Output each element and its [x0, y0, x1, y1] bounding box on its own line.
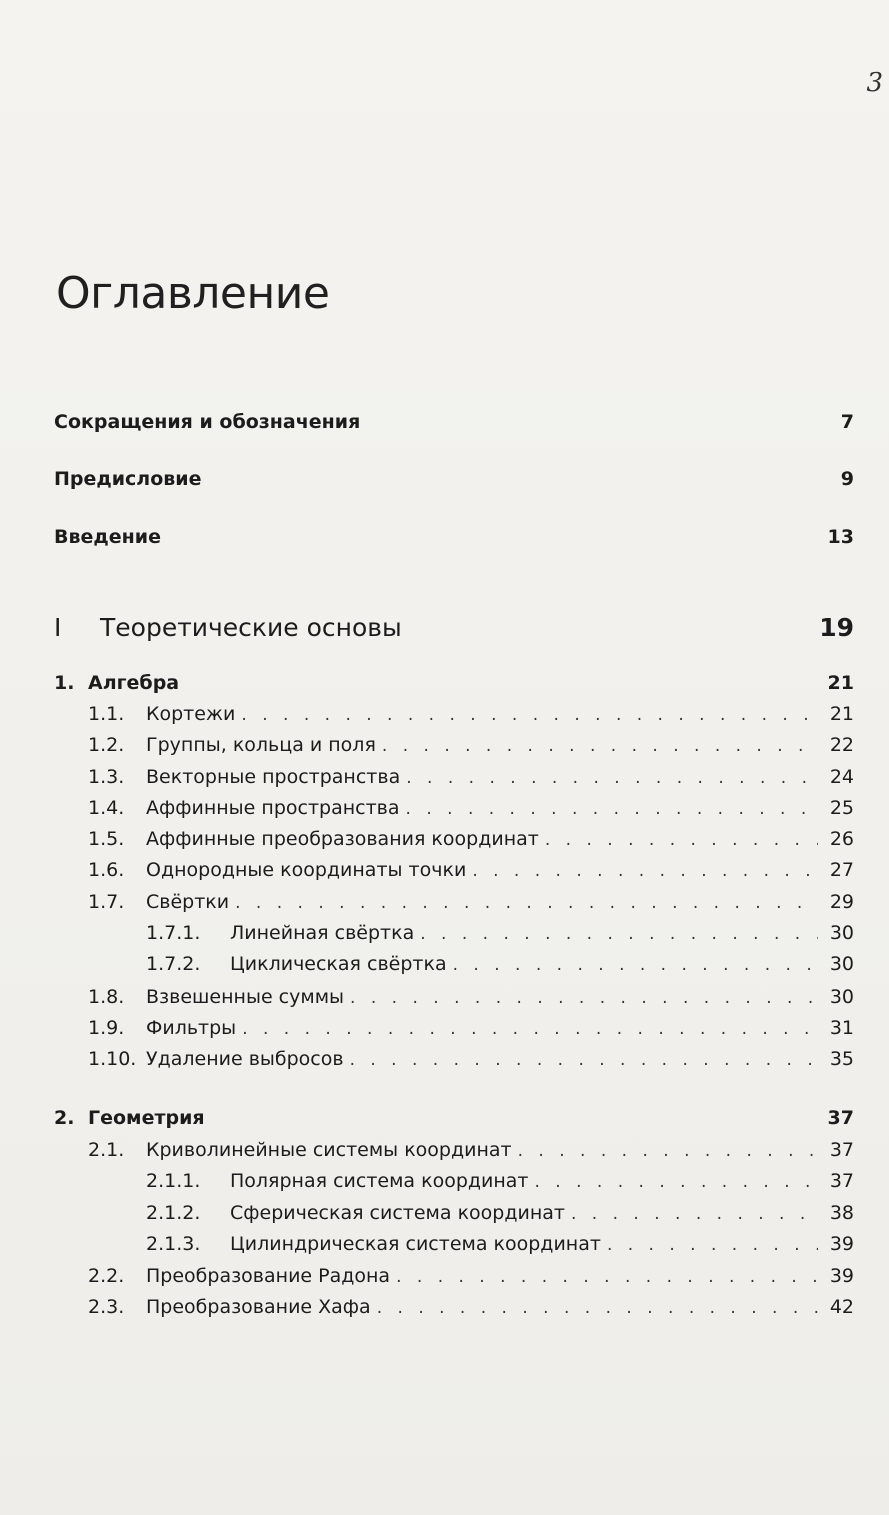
toc-entry-number: 2.1.2.	[146, 1202, 201, 1224]
dot-leader	[607, 1235, 818, 1255]
toc-entry[interactable]	[54, 1107, 854, 1137]
toc-entry-page: 37	[829, 1170, 854, 1192]
toc-entry[interactable]	[54, 526, 854, 556]
toc-entry-page: 19	[819, 613, 854, 642]
toc-entry-title: Векторные пространства	[146, 766, 401, 788]
toc-entry[interactable]	[54, 922, 854, 952]
toc-entry-title: Удаление выбросов	[146, 1048, 344, 1070]
toc-entry[interactable]	[54, 1233, 854, 1263]
toc-entry-title: Фильтры	[146, 1017, 237, 1039]
toc-entry-page: 39	[829, 1265, 854, 1287]
dot-leader	[535, 1172, 819, 1192]
toc-entry-page: 35	[829, 1048, 854, 1070]
toc-entry-page: 7	[840, 411, 854, 433]
toc-entry[interactable]	[54, 891, 854, 921]
toc-entry[interactable]	[54, 613, 854, 643]
dot-leader	[396, 1267, 818, 1287]
toc-entry-title: Сокращения и обозначения	[54, 411, 361, 433]
dot-leader	[406, 768, 818, 788]
toc-entry-page: 25	[829, 797, 854, 819]
toc-entry-page: 37	[829, 1139, 854, 1161]
toc-entry[interactable]	[54, 1202, 854, 1232]
dot-leader	[453, 955, 818, 975]
toc-entry[interactable]	[54, 1296, 854, 1326]
toc-entry-title: Взвешенные суммы	[146, 986, 345, 1008]
dot-leader	[235, 893, 818, 913]
toc-entry[interactable]	[54, 986, 854, 1016]
toc-entry-page: 30	[829, 953, 854, 975]
toc-entry-page: 27	[829, 859, 854, 881]
toc-entry-number: 1.5.	[88, 828, 125, 850]
toc-entry-title: Теоретические основы	[100, 613, 402, 642]
toc-entry-title: Однородные координаты точки	[146, 859, 467, 881]
toc-entry-title: Преобразование Радона	[146, 1265, 391, 1287]
toc-entry[interactable]	[54, 672, 854, 702]
toc-entry[interactable]	[54, 953, 854, 983]
toc-entry[interactable]	[54, 859, 854, 889]
toc-entry-title: Геометрия	[88, 1107, 205, 1129]
toc-entry-number: 1.3.	[88, 766, 125, 788]
toc-entry-title: Свёртки	[146, 891, 230, 913]
toc-entry-page: 30	[829, 922, 854, 944]
toc-entry-number: 2.1.	[88, 1139, 125, 1161]
toc-entry[interactable]	[54, 468, 854, 498]
toc-entry-title: Группы, кольца и поля	[146, 734, 376, 756]
toc-entry-title: Сферическая система координат	[230, 1202, 565, 1224]
toc-entry-page: 37	[827, 1107, 854, 1129]
toc-entry-number: 1.	[54, 672, 75, 694]
dot-leader	[382, 736, 818, 756]
toc-entry-page: 39	[829, 1233, 854, 1255]
toc-entry[interactable]	[54, 703, 854, 733]
toc-entry-page: 24	[829, 766, 854, 788]
toc-entry-number: 1.1.	[88, 703, 125, 725]
toc-entry-title: Введение	[54, 526, 161, 548]
toc-entry-page: 30	[829, 986, 854, 1008]
dot-leader	[406, 799, 818, 819]
toc-entry-title: Криволинейные системы координат	[146, 1139, 512, 1161]
toc-entry-number: 1.8.	[88, 986, 125, 1008]
toc-entry-title: Предисловие	[54, 468, 202, 490]
toc-entry-title: Аффинные пространства	[146, 797, 400, 819]
toc-entry-number: 1.7.	[88, 891, 125, 913]
toc-entry-page: 42	[829, 1296, 854, 1318]
toc-entry-number: 2.1.1.	[146, 1170, 201, 1192]
toc-entry[interactable]	[54, 797, 854, 827]
toc-entry-page: 13	[827, 526, 854, 548]
dot-leader	[518, 1141, 818, 1161]
toc-entry-page: 38	[829, 1202, 854, 1224]
toc-entry[interactable]	[54, 734, 854, 764]
toc-entry-number: 2.2.	[88, 1265, 125, 1287]
toc-entry-number: I	[54, 613, 62, 642]
toc-entry-title: Кортежи	[146, 703, 236, 725]
toc-entry-title: Цилиндрическая система координат	[230, 1233, 601, 1255]
toc-entry-page: 21	[827, 672, 854, 694]
dot-leader	[377, 1298, 818, 1318]
toc-entry[interactable]	[54, 828, 854, 858]
toc-entry-title: Полярная система координат	[230, 1170, 529, 1192]
toc-entry-title: Линейная свёртка	[230, 922, 415, 944]
dot-leader	[350, 1050, 818, 1070]
toc-entry-page: 21	[829, 703, 854, 725]
toc-entry-title: Циклическая свёртка	[230, 953, 447, 975]
dot-leader	[241, 705, 818, 725]
toc-entry-number: 2.	[54, 1107, 75, 1129]
toc-entry-number: 1.7.2.	[146, 953, 201, 975]
toc-entry-page: 29	[829, 891, 854, 913]
toc-entry-number: 1.6.	[88, 859, 125, 881]
dot-leader	[420, 924, 818, 944]
toc-entry-title: Алгебра	[88, 672, 180, 694]
toc-entry-title: Аффинные преобразования координат	[146, 828, 539, 850]
toc-entry-number: 1.2.	[88, 734, 125, 756]
toc-entry-page: 9	[840, 468, 854, 490]
dot-leader	[545, 830, 818, 850]
toc-entry-page: 31	[829, 1017, 854, 1039]
toc-entry-number: 1.10.	[88, 1048, 137, 1070]
toc-entry[interactable]	[54, 1265, 854, 1295]
toc-entry-page: 26	[829, 828, 854, 850]
toc-entry-number: 1.9.	[88, 1017, 125, 1039]
dot-leader	[571, 1204, 818, 1224]
toc-entry-number: 2.3.	[88, 1296, 125, 1318]
toc-entry[interactable]	[54, 1017, 854, 1047]
toc-entry-title: Преобразование Хафа	[146, 1296, 371, 1318]
page-title: Оглавление	[56, 268, 330, 319]
dot-leader	[472, 861, 818, 881]
toc-entry[interactable]	[54, 1048, 854, 1078]
toc-entry-number: 1.7.1.	[146, 922, 201, 944]
toc-entry-number: 1.4.	[88, 797, 125, 819]
toc-entry[interactable]	[54, 411, 854, 441]
page-number: 3	[866, 68, 883, 98]
toc-entry[interactable]	[54, 1139, 854, 1169]
dot-leader	[242, 1019, 818, 1039]
toc-entry[interactable]	[54, 1170, 854, 1200]
toc-entry[interactable]	[54, 766, 854, 796]
toc-entry-page: 22	[829, 734, 854, 756]
dot-leader	[350, 988, 818, 1008]
toc-entry-number: 2.1.3.	[146, 1233, 201, 1255]
